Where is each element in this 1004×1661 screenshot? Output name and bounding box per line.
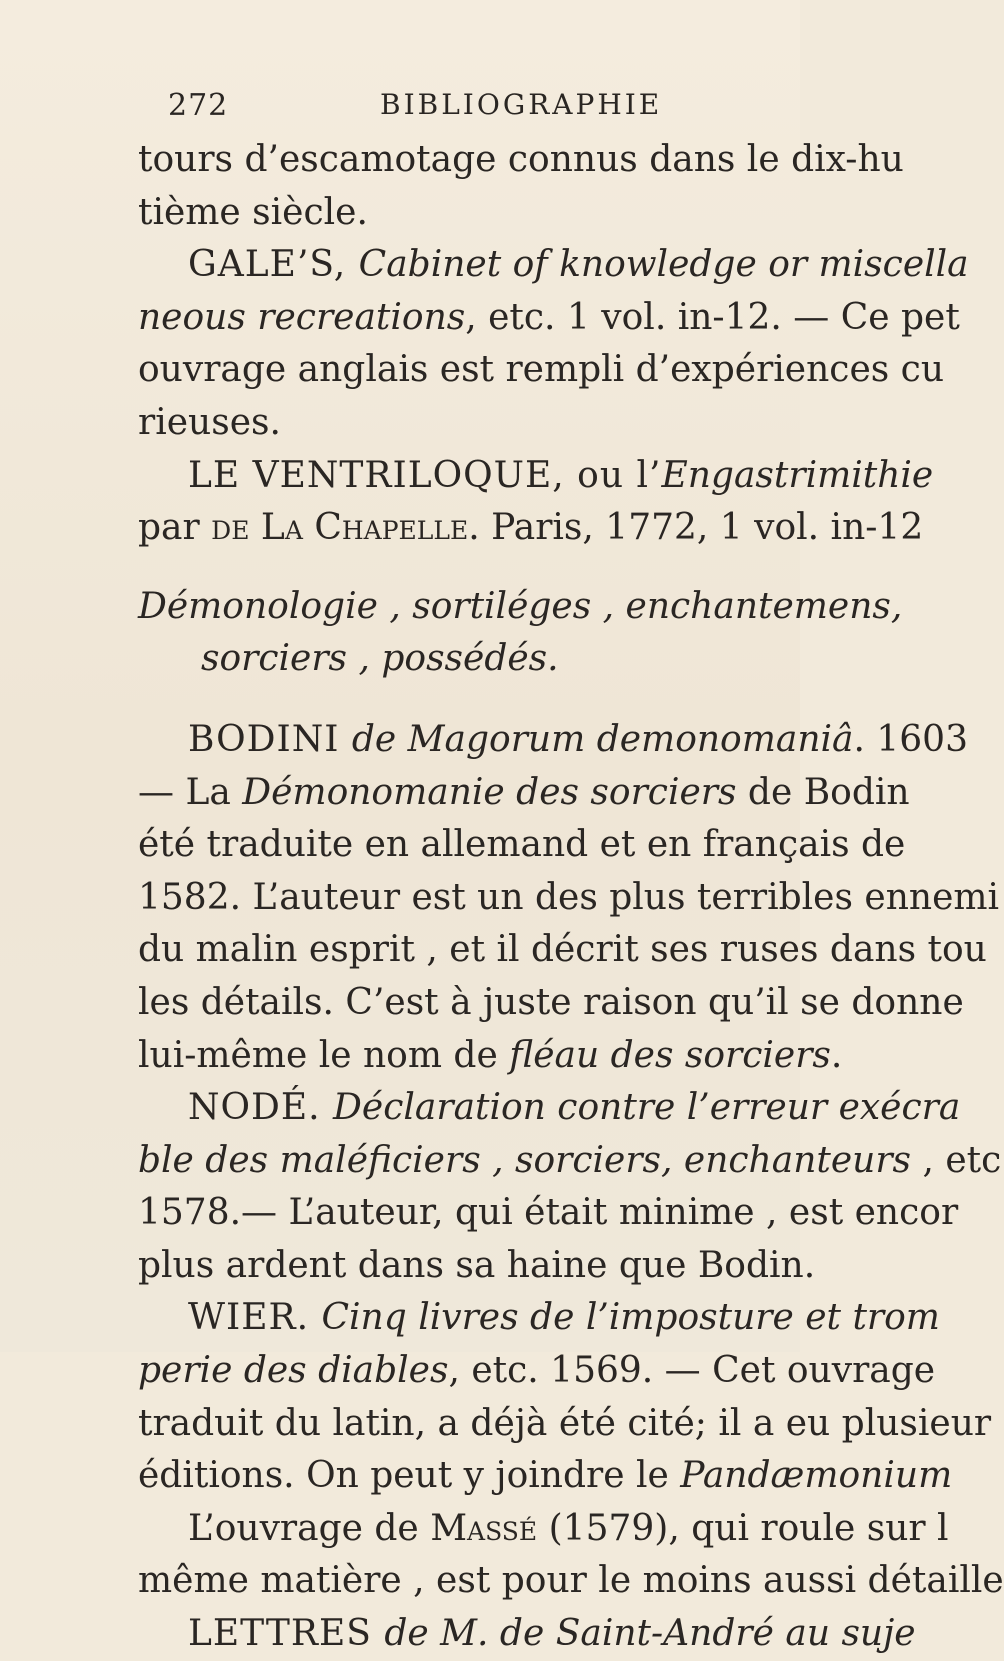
entry-author: NODÉ. bbox=[188, 1087, 334, 1129]
text-line bbox=[138, 1030, 843, 1083]
text-run: , etc bbox=[911, 1139, 1002, 1181]
section-heading-line: sorciers , possédés. bbox=[201, 638, 559, 680]
entry-title: de M. de Saint-André au suje bbox=[384, 1613, 916, 1655]
text-line bbox=[138, 1345, 936, 1398]
text-line bbox=[138, 1135, 1002, 1188]
text-line bbox=[138, 872, 1000, 925]
body-text bbox=[138, 134, 1004, 1661]
text-line bbox=[138, 397, 818, 450]
text-run: traduit du latin, a déjà été cité; il a eu plusieur bbox=[138, 1402, 992, 1444]
entry-title: Engastrimithie bbox=[661, 454, 934, 496]
entry-ventriloque-title bbox=[138, 450, 934, 503]
text-run: L’ouvrage de bbox=[188, 1507, 431, 1549]
entry-title: perie des diables bbox=[138, 1350, 449, 1392]
text-run: été traduite en allemand et en français de bbox=[138, 824, 906, 866]
text-line bbox=[138, 977, 964, 1030]
entry-author: de La Chapelle bbox=[211, 507, 469, 549]
text-line bbox=[138, 292, 960, 345]
text-line bbox=[138, 1398, 992, 1451]
entry-author: LETTRES bbox=[188, 1613, 385, 1655]
text-line bbox=[138, 502, 924, 555]
text-line bbox=[138, 819, 906, 872]
text-run: par bbox=[138, 507, 212, 549]
text-run: 1578.— L’auteur, qui était minime , est encor bbox=[138, 1192, 959, 1234]
text-run: plus ardent dans sa haine que Bodin. bbox=[138, 1244, 816, 1286]
text-run: de Bodin bbox=[736, 771, 910, 813]
entry-author: GALE’S, bbox=[188, 244, 359, 286]
text-line bbox=[138, 1503, 949, 1556]
entry-title: de Magorum demonomaniâ bbox=[351, 718, 854, 760]
section-heading bbox=[138, 581, 903, 634]
emphasis: fléau des sorciers bbox=[509, 1034, 831, 1076]
text-run: rieuses. bbox=[138, 401, 281, 443]
text-run: du malin esprit , et il décrit ses ruses dans tou bbox=[138, 929, 987, 971]
entry-title: Cinq livres de l’imposture et trom bbox=[321, 1297, 940, 1339]
text-run: tours d’escamotage connus dans le dix-hu bbox=[138, 139, 904, 180]
text-run: , etc. 1 vol. in-12. — Ce pet bbox=[465, 296, 960, 338]
text-run: les détails. C’est à juste raison qu’il se donne bbox=[138, 981, 964, 1023]
running-title: BIBLIOGRAPHIE bbox=[380, 88, 663, 121]
text-line bbox=[138, 1450, 953, 1503]
entry-gale-title bbox=[138, 239, 969, 292]
entry-author: BODINI bbox=[188, 718, 352, 760]
section-heading bbox=[138, 633, 818, 686]
entry-wier-title bbox=[138, 1292, 940, 1345]
entry-author: WIER. bbox=[188, 1297, 322, 1339]
text-line bbox=[138, 1240, 818, 1293]
text-line bbox=[138, 767, 910, 820]
text-run: même matière , est pour le moins aussi détaille bbox=[138, 1560, 1004, 1602]
text-run: éditions. On peut y joindre le bbox=[138, 1455, 681, 1497]
entry-title: Cabinet of knowledge or miscella bbox=[358, 244, 969, 286]
text-line bbox=[138, 924, 987, 977]
entry-title: Démonomanie des sorciers bbox=[242, 771, 737, 813]
entry-author: Massé bbox=[430, 1507, 538, 1549]
emphasis: Pandæmonium bbox=[680, 1455, 953, 1497]
text-run: tième siècle. bbox=[138, 191, 368, 233]
text-line bbox=[138, 1187, 959, 1240]
text-line bbox=[138, 187, 818, 240]
entry-title: Déclaration contre l’erreur exécra bbox=[333, 1087, 961, 1129]
section-heading-line: Démonologie , sortiléges , enchantemens, bbox=[138, 585, 903, 627]
text-run: lui-même le nom de bbox=[138, 1034, 510, 1076]
entry-title: ble des maléficiers , sorciers, enchanteurs bbox=[138, 1139, 912, 1181]
text-line bbox=[138, 1555, 1004, 1608]
entry-author: LE VENTRILOQUE, ou l’ bbox=[188, 454, 662, 496]
text-line bbox=[138, 134, 904, 187]
text-run: , etc. 1569. — Cet ouvrage bbox=[448, 1350, 936, 1392]
text-line bbox=[138, 344, 945, 397]
text-run: . 1603 bbox=[853, 718, 968, 760]
page-header bbox=[0, 88, 800, 128]
text-run: . bbox=[830, 1034, 843, 1076]
entry-lettres-title bbox=[138, 1608, 916, 1661]
text-run: . Paris, 1772, 1 vol. in-12 bbox=[468, 507, 924, 549]
entry-title: neous recreations bbox=[138, 296, 466, 338]
text-run: ouvrage anglais est rempli d’expériences cu bbox=[138, 349, 945, 391]
text-run: (1579), qui roule sur l bbox=[537, 1507, 949, 1549]
text-run: — La bbox=[138, 771, 243, 813]
text-run: 1582. L’auteur est un des plus terribles ennemi bbox=[138, 876, 1000, 918]
entry-bodini-title bbox=[138, 714, 968, 767]
entry-node-title bbox=[138, 1082, 961, 1135]
page-number: 272 bbox=[168, 88, 229, 123]
